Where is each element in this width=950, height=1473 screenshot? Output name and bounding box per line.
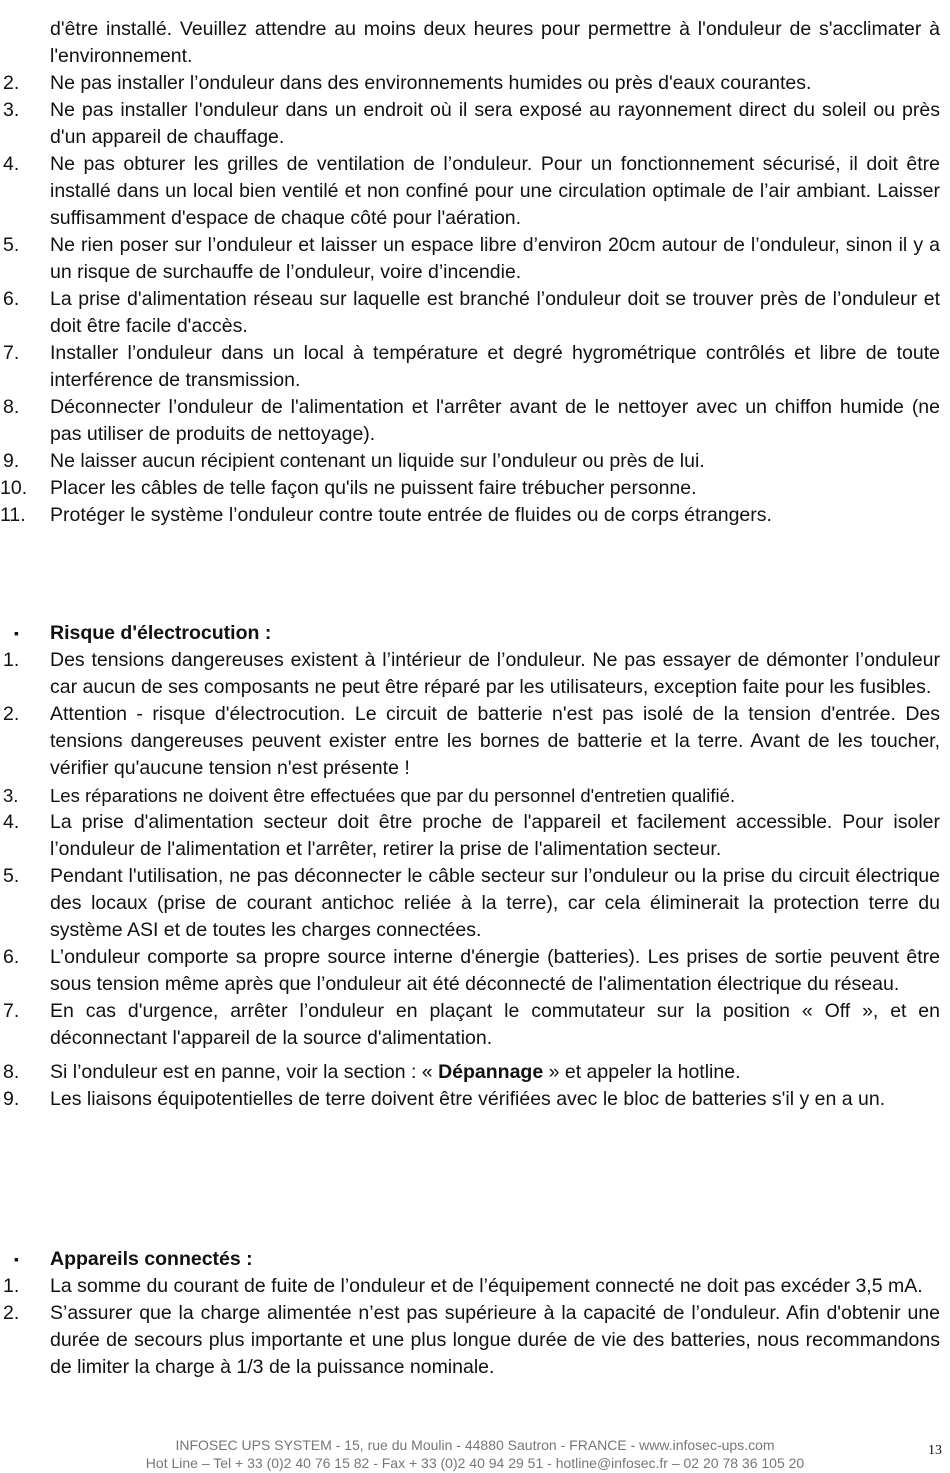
item-number: 10. bbox=[0, 477, 28, 499]
item-text: Placer les câbles de telle façon qu'ils ne puissent faire trébucher personne. bbox=[50, 477, 697, 499]
list-item bbox=[0, 286, 950, 340]
item-number: 5. bbox=[3, 234, 20, 256]
item-number: 7. bbox=[3, 1000, 20, 1022]
list-item bbox=[0, 647, 950, 701]
item-number: 8. bbox=[3, 1061, 20, 1083]
item-number: 8. bbox=[3, 396, 20, 418]
item-number: 2. bbox=[3, 1302, 20, 1324]
list-item bbox=[0, 809, 950, 863]
item-text: La prise d'alimentation secteur doit être proche de l'appareil et facilement accessible. Pour isoler l’onduleur de l'alimentation et l'arrêter, retirer la prise de l'alimentation secteur. bbox=[50, 811, 940, 860]
bullet-icon: ▪ bbox=[14, 625, 19, 641]
item-text: La somme du courant de fuite de l’onduleur et de l’équipement connecté ne doit pas excéder 3,5 mA. bbox=[50, 1275, 923, 1297]
item-text: Ne pas installer l'onduleur dans un endroit où il sera exposé au rayonnement direct du soleil ou près d'un appareil de chauffage. bbox=[50, 99, 940, 148]
section-title: Appareils connectés : bbox=[50, 1248, 253, 1270]
devices-list bbox=[0, 1273, 950, 1381]
item-number: 1. bbox=[3, 1275, 20, 1297]
item-text: La prise d'alimentation réseau sur laquelle est branché l’onduleur doit se trouver près de l’onduleur et doit être facile d'accès. bbox=[50, 288, 940, 337]
list-item bbox=[0, 1086, 950, 1113]
item-text: Des tensions dangereuses existent à l’intérieur de l’onduleur. Ne pas essayer de démonter l’onduleur car aucun de ses composants ne peut être réparé par les utilisateurs, exception faite pour les fusibles. bbox=[50, 649, 940, 698]
list-item bbox=[0, 151, 950, 232]
list-item bbox=[0, 70, 950, 97]
item-text: Protéger le système l’onduleur contre toute entrée de fluides ou de corps étrangers. bbox=[50, 504, 772, 526]
list-item bbox=[0, 448, 950, 475]
list-item bbox=[0, 1059, 950, 1086]
item-text: Pendant l'utilisation, ne pas déconnecter le câble secteur sur l’onduleur ou la prise du circuit électrique des locaux (prise de courant antichoc reliée à la terre), car cela éliminerait la protection terre du système ASI et de toutes les charges connectées. bbox=[50, 865, 940, 941]
footer-contact: Hot Line – Tel + 33 (0)2 40 76 15 82 - Fax + 33 (0)2 40 94 29 51 - hotline@infosec.fr – 02 20 78 36 105 20 bbox=[145, 1455, 805, 1471]
list-item bbox=[0, 701, 950, 782]
item-text: Ne rien poser sur l’onduleur et laisser un espace libre d’environ 20cm autour de l’onduleur, sinon il y a un risque de surchauffe de l’onduleur, voire d’incendie. bbox=[50, 234, 940, 283]
item-number: 3. bbox=[3, 99, 20, 121]
item-text: Les liaisons équipotentielles de terre doivent être vérifiées avec le bloc de batteries s'il y en a un. bbox=[50, 1088, 886, 1110]
list-item bbox=[0, 232, 950, 286]
item-text: Ne laisser aucun récipient contenant un liquide sur l’onduleur ou près de lui. bbox=[50, 450, 705, 472]
list-item bbox=[0, 998, 950, 1052]
list-item bbox=[0, 475, 950, 502]
item-text: Installer l’onduleur dans un local à température et degré hygrométrique contrôlés et libre de toute interférence de transmission. bbox=[50, 342, 940, 391]
list-item bbox=[0, 340, 950, 394]
continuation-text: d'être installé. Veuillez attendre au moins deux heures pour permettre à l'onduleur de s'acclimater à l'environnement. bbox=[50, 18, 940, 67]
item-number: 9. bbox=[3, 450, 20, 472]
shock-list bbox=[0, 647, 950, 1113]
item-text: Ne pas installer l’onduleur dans des environnements humides ou près d'eaux courantes. bbox=[50, 72, 812, 94]
item-number: 4. bbox=[3, 153, 20, 175]
list-item bbox=[0, 97, 950, 151]
item-number: 7. bbox=[3, 342, 20, 364]
item-text: Déconnecter l’onduleur de l'alimentation et l'arrêter avant de le nettoyer avec un chiffon humide (ne pas utiliser de produits de nettoyage). bbox=[50, 396, 940, 445]
item-text: S’assurer que la charge alimentée n’est pas supérieure à la capacité de l’onduleur. Afin d'obtenir une durée de secours plus importante et une plus longue durée de vie des batteries, nous recommandons de limiter la charge à 1/3 de la puissance nominale. bbox=[50, 1302, 940, 1378]
item-text: Si l’onduleur est en panne, voir la section : « Dépannage » et appeler la hotline. bbox=[50, 1061, 741, 1083]
item-number: 6. bbox=[3, 288, 20, 310]
item-number: 11. bbox=[0, 504, 26, 526]
item-text: En cas d'urgence, arrêter l’onduleur en plaçant le commutateur sur la position « Off », et en déconnectant l'appareil de la source d'alimentation. bbox=[50, 1000, 940, 1049]
page-number: 13 bbox=[928, 1443, 942, 1458]
item-number: 2. bbox=[3, 72, 20, 94]
item-text: Ne pas obturer les grilles de ventilation de l’onduleur. Pour un fonctionnement sécurisé, il doit être installé dans un local bien ventilé et non confiné pour une circulation optimale de l’air ambiant. Laisser suffisamment d'espace de chaque côté pour l'aération. bbox=[50, 153, 940, 229]
footer-address: INFOSEC UPS SYSTEM - 15, rue du Moulin - 44880 Sautron - FRANCE - www.infosec-ups.com bbox=[175, 1437, 775, 1453]
item-text: L’onduleur comporte sa propre source interne d'énergie (batteries). Les prises de sortie peuvent être sous tension même après que l’onduleur ait été déconnecté de l'alimentation électrique du réseau. bbox=[50, 946, 940, 995]
list-item bbox=[0, 1273, 950, 1300]
list-item bbox=[0, 394, 950, 448]
item-number: 1. bbox=[3, 649, 20, 671]
item-text: Les réparations ne doivent être effectuées que par du personnel d'entretien qualifié. bbox=[50, 785, 736, 806]
list-item bbox=[0, 863, 950, 944]
item-text: Attention - risque d'électrocution. Le circuit de batterie n'est pas isolé de la tension d'entrée. Des tensions dangereuses peuvent exister entre les bornes de batterie et la terre. Avant de les toucher, vérifier qu'aucune tension n'est présente ! bbox=[50, 703, 940, 779]
list-item bbox=[0, 502, 950, 529]
list-item bbox=[0, 944, 950, 998]
item-number: 2. bbox=[3, 703, 20, 725]
item-number: 4. bbox=[3, 811, 20, 833]
bullet-icon: ▪ bbox=[14, 1251, 19, 1267]
list-item bbox=[0, 782, 950, 809]
item-number: 9. bbox=[3, 1088, 20, 1110]
list-item bbox=[0, 1300, 950, 1381]
item-number: 6. bbox=[3, 946, 20, 968]
section-reference: Dépannage bbox=[438, 1061, 544, 1083]
section-title: Risque d'électrocution : bbox=[50, 622, 272, 644]
item-number: 3. bbox=[3, 785, 19, 806]
installation-list bbox=[0, 16, 950, 529]
item-number: 5. bbox=[3, 865, 20, 887]
